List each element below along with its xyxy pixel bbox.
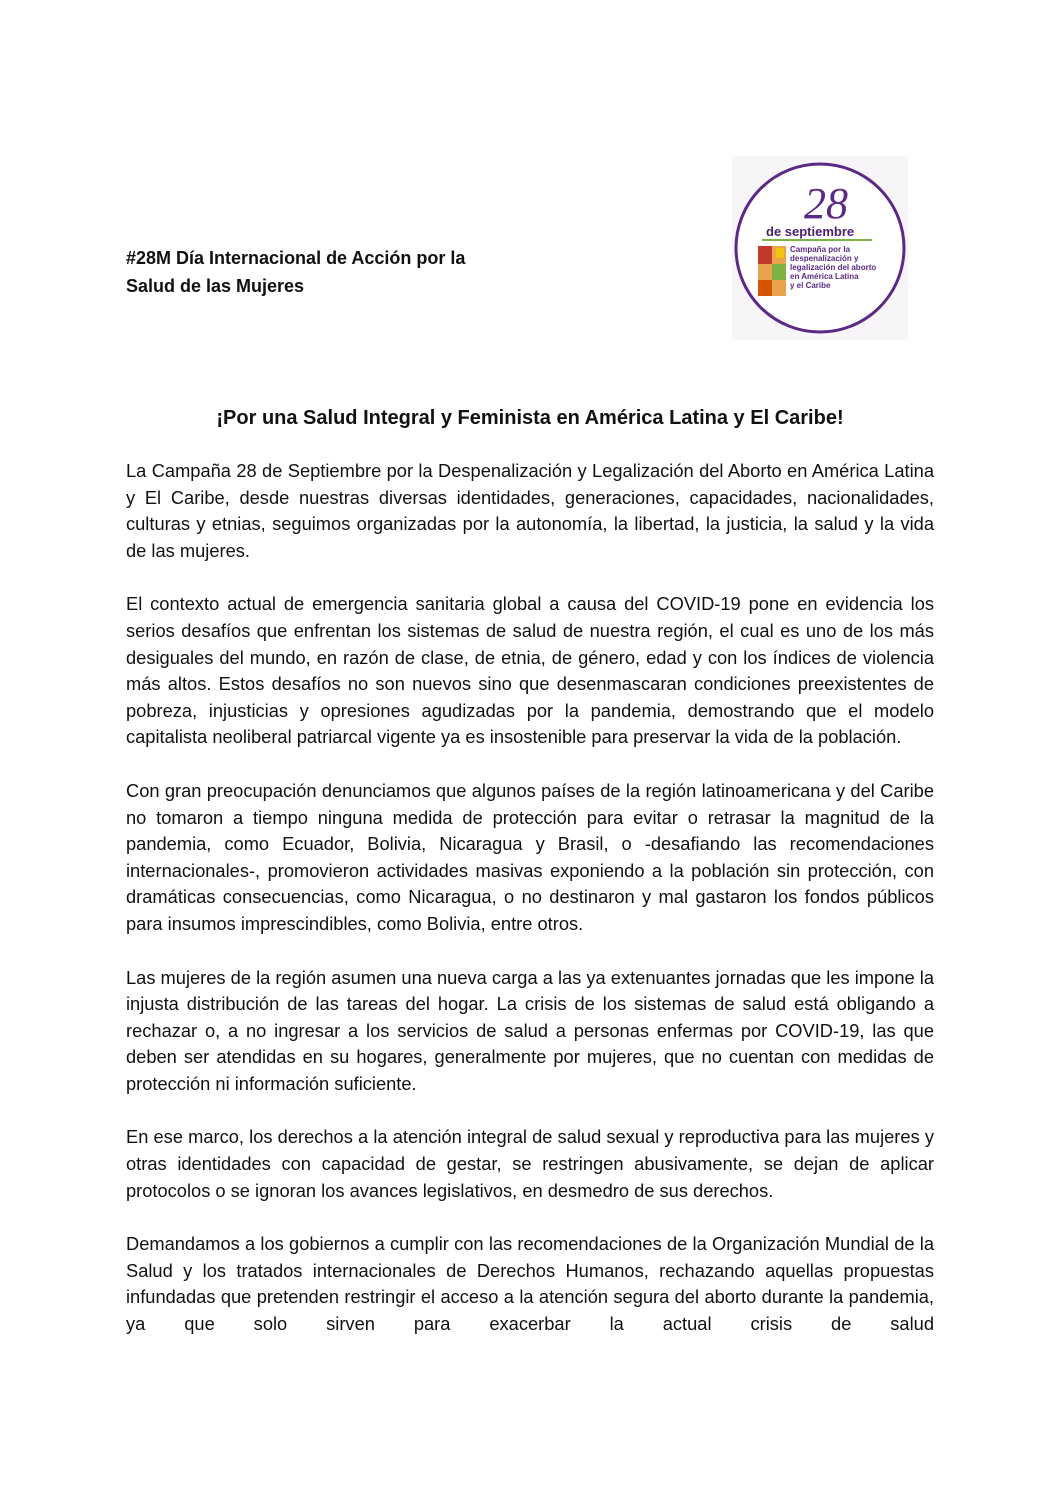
paragraph: En ese marco, los derechos a la atención integral de salud sexual y reproductiva para las mujeres y otras identidades con capacidad de gestar, se restringen abusivamente, se dejan de aplicar protocolos o se ignoran los avances legislativos, en desmedro de sus derechos.: [126, 1126, 934, 1201]
document-header-title: [126, 244, 465, 300]
header-title-line-2: Salud de las Mujeres: [126, 276, 305, 296]
logo-text-line-5: y el Caribe: [790, 281, 831, 290]
logo-number: 28: [804, 179, 848, 228]
paragraph: Las mujeres de la región asumen una nueva carga a las ya extenuantes jornadas que les impone la injusta distribución de las tareas del hogar. La crisis de los sistemas de salud está obligando a rechazar o, a no ingresar a los servicios de salud a personas enfermas por COVID-19, las que deben ser atendidas en su hogares, generalmente por mujeres, que no cuentan con medidas de protección ni información suficiente.: [126, 966, 934, 1094]
campaign-logo-icon: [732, 156, 908, 340]
logo-text-line-4: en América Latina: [790, 272, 859, 281]
paragraph: La Campaña 28 de Septiembre por la Despenalización y Legalización del Aborto en América Latina y El Caribe, desde nuestras diversas identidades, generaciones, capacidades, nacionalidades, culturas y etnias, seguimos organizadas por la autonomía, la libertad, la justicia, la salud y la vida de las mujeres.: [126, 460, 934, 561]
document-body: [126, 458, 934, 1338]
paragraph: Demandamos a los gobiernos a cumplir con las recomendaciones de la Organización Mundial de la Salud y los tratados internacionales de Derechos Humanos, rechazando aquellas propuestas infundadas que pretenden restringir el acceso a la atención segura del aborto durante la pandemia, ya que solo sirven para exacerbar la actual crisis de salud: [126, 1233, 934, 1335]
main-heading: ¡Por una Salud Integral y Feminista en América Latina y El Caribe!: [216, 407, 844, 429]
paragraph: Con gran preocupación denunciamos que algunos países de la región latinoamericana y del Caribe no tomaron a tiempo ninguna medida de protección para evitar o retrasar la magnitud de la pandemia, como Ecuador, Bolivia, Nicaragua y Brasil, o -desafiando las recomendaciones internacionales-, promovieron actividades masivas exponiendo a la población sin protección, con dramáticas consecuencias, como Nicaragua, o no destinaron y mal gastaron los fondos públicos para insumos imprescindibles, como Bolivia, entre otros.: [126, 779, 934, 934]
logo-date: de septiembre: [766, 224, 855, 239]
logo-text-line-2: despenalización y: [790, 254, 859, 263]
header-title-line-1: #28M Día Internacional de Acción por la: [126, 248, 466, 268]
logo-text-line-3: legalización del aborto: [790, 263, 877, 272]
paragraph: El contexto actual de emergencia sanitaria global a causa del COVID-19 pone en evidencia los serios desafíos que enfrentan los sistemas de salud de nuestra región, el cual es uno de los más desiguales del mundo, en razón de clase, de etnia, de género, edad y con los índices de violencia más altos. Estos desafíos no son nuevos sino que desenmascaran condiciones preexistentes de pobreza, injusticias y opresiones agudizadas por la pandemia, demostrando que el modelo capitalista neoliberal patriarcal vigente ya es insostenible para preservar la vida de la población.: [126, 593, 934, 748]
logo-text-line-1: Campaña por la: [790, 245, 851, 254]
